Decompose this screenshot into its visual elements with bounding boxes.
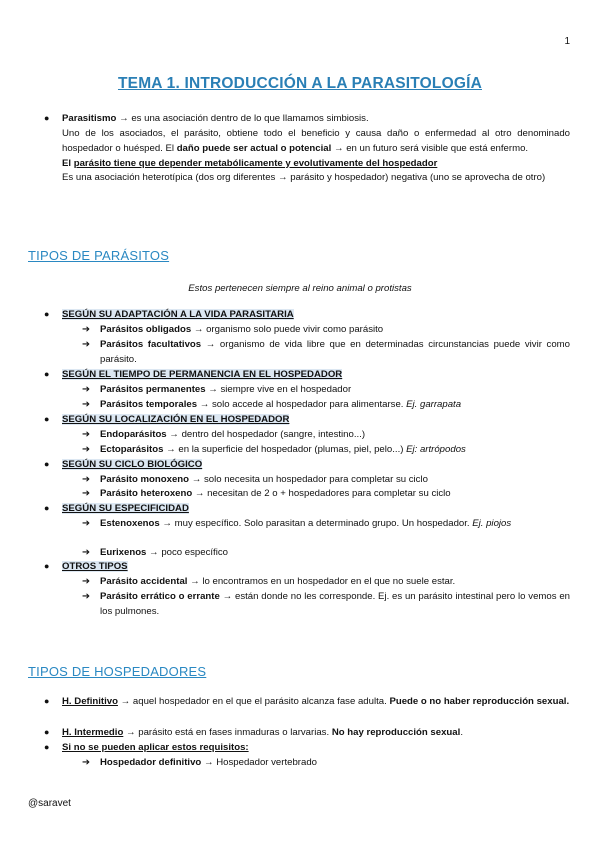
parasite-type-desc: → organismo de vida libre que en determinadas circunstancias puede vivir como parásito.	[100, 339, 570, 365]
parasite-type-desc: → muy específico. Solo parasitan a determinado grupo. Un hospedador.	[159, 518, 473, 529]
parasite-type-term: Parásito heteroxeno	[100, 488, 193, 499]
bullet-dot: ●	[44, 369, 50, 379]
parasitismo-term: Parasitismo	[62, 113, 117, 124]
parasite-type-item	[82, 383, 570, 398]
bullet-dot: ●	[44, 414, 50, 424]
parasite-group-header	[28, 413, 570, 428]
page-title: TEMA 1. INTRODUCCIÓN A LA PARASITOLOGÍA	[117, 75, 482, 92]
parasite-group-header	[28, 368, 570, 383]
parasite-type-desc: → lo encontramos en un hospedador en el que no suele estar.	[187, 576, 456, 587]
footer-author: @saravet	[28, 798, 71, 809]
parasite-group-label: SEGÚN SU CICLO BIOLÓGICO	[62, 459, 203, 470]
parasite-type-term: Parásito errático o errante	[100, 591, 220, 602]
parasite-type-item	[82, 323, 570, 338]
host-intermedio-end: .	[460, 727, 463, 738]
parasitos-note: Estos pertenecen siempre al reino animal o protistas	[188, 283, 412, 294]
bullet-dot: ●	[44, 503, 50, 513]
arrow-icon: ➔	[82, 324, 91, 335]
bullet-dot: ●	[44, 113, 50, 123]
arrow-icon: ➔	[82, 488, 91, 499]
parasite-group-label: SEGÚN SU ADAPTACIÓN A LA VIDA PARASITARIA	[62, 309, 294, 320]
intro-underlined: parásito tiene que depender metabólicamente y evolutivamente del hospedador	[73, 157, 438, 169]
parasite-group-label: SEGÚN SU LOCALIZACIÓN EN EL HOSPEDADOR	[62, 414, 290, 425]
parasite-type-desc: → dentro del hospedador (sangre, intestino...)	[166, 429, 366, 440]
section-heading-hospedadores: TIPOS DE HOSPEDADORES	[28, 664, 207, 679]
parasite-type-text	[100, 590, 570, 620]
parasite-type-item	[82, 428, 570, 443]
host-definitivo-desc: → aquel hospedador en el que el parásito alcanza fase adulta.	[117, 696, 390, 707]
host-intermedio-bold: No hay reproducción sexual	[331, 727, 461, 738]
parasite-type-desc: → siempre vive en el hospedador	[205, 384, 352, 395]
parasite-type-term: Parásitos obligados	[100, 324, 192, 335]
parasite-type-text	[100, 473, 570, 488]
parasite-type-text	[100, 338, 570, 368]
arrow-icon: ➔	[82, 518, 91, 529]
parasite-group-label: SEGÚN EL TIEMPO DE PERMANENCIA EN EL HOSPEDADOR	[62, 369, 343, 380]
arrow-icon: ➔	[82, 576, 91, 587]
arrow-icon: ➔	[82, 444, 91, 455]
intro-paragraph-2: Es una asociación heterotípica (dos org diferentes → parásito y hospedador) negativa (uno se aprovecha de otro)	[62, 172, 546, 184]
parasite-group-label: OTROS TIPOS	[62, 561, 128, 572]
host-intermedio-desc: → parásito está en fases inmaduras o larvarias.	[123, 727, 332, 738]
arrow-icon: ➔	[82, 429, 91, 440]
arrow-icon: ➔	[82, 757, 91, 768]
intro-dependence-line	[62, 157, 570, 172]
parasite-type-desc: → están donde no les corresponde. Ej. es un parásito intestinal pero lo vemos en los pulmones.	[100, 591, 570, 617]
host-definitivo-term: H. Definitivo	[62, 696, 118, 707]
parasite-type-text	[100, 383, 570, 398]
parasite-type-example: Ej: artrópodos	[406, 444, 466, 455]
parasite-type-text	[100, 546, 570, 561]
host-definitivo-end: .	[566, 696, 570, 707]
host-bullet-intermedio	[28, 726, 570, 741]
parasite-type-desc: → solo accede al hospedador para alimentarse.	[197, 399, 407, 410]
parasite-type-desc: → poco específico	[146, 547, 228, 558]
parasite-type-term: Parásitos temporales	[100, 399, 198, 410]
parasite-type-term: Ectoparásitos	[100, 444, 164, 455]
host-definitivo-bold: Puede o no haber reproducción sexual	[389, 696, 567, 707]
parasite-type-item	[82, 398, 570, 413]
parasite-type-term: Parásitos facultativos	[100, 339, 202, 350]
bullet-dot: ●	[44, 309, 50, 319]
parasite-type-example: Ej. piojos	[472, 518, 512, 529]
parasite-type-item	[82, 517, 570, 532]
arrow-icon: ➔	[82, 547, 91, 558]
parasite-type-example: Ej. garrapata	[406, 399, 462, 410]
intro-el: El	[62, 157, 74, 169]
bullet-dot: ●	[44, 742, 50, 752]
host-requisitos-label: Si no se pueden aplicar estos requisitos:	[62, 742, 249, 753]
section-heading-parasitos: TIPOS DE PARÁSITOS	[28, 248, 170, 263]
host-sub-item	[82, 756, 570, 771]
parasite-type-item	[82, 575, 570, 590]
parasite-type-item	[82, 487, 570, 502]
parasite-type-desc: → organismo solo puede vivir como parásito	[191, 324, 384, 335]
parasite-group-label: SEGÚN SU ESPECIFICIDAD	[62, 503, 189, 514]
bullet-dot: ●	[44, 561, 50, 571]
arrow-icon: ➔	[82, 474, 91, 485]
host-definitivo-text	[62, 695, 570, 710]
parasite-type-desc: → necesitan de 2 o + hospedadores para completar su ciclo	[192, 488, 451, 499]
parasite-type-desc: → solo necesita un hospedador para completar su ciclo	[189, 474, 428, 485]
page-number: 1	[564, 36, 570, 47]
parasite-type-term: Parásito accidental	[100, 576, 188, 587]
bullet-dot: ●	[44, 696, 50, 706]
intro-content	[62, 112, 570, 186]
parasite-group-header	[28, 502, 570, 517]
parasite-type-item	[82, 338, 570, 368]
host-bullet-definitivo	[28, 695, 570, 710]
parasite-type-desc: → en la superficie del hospedador (plumas, piel, pelo...)	[163, 444, 407, 455]
parasite-type-text	[100, 487, 570, 502]
host-intermedio-text	[62, 726, 570, 741]
host-sub-term: Hospedador definitivo	[100, 757, 202, 768]
arrow-icon: ➔	[82, 339, 91, 350]
parasite-group-header	[28, 458, 570, 473]
intro-bullet	[28, 112, 570, 186]
parasite-group-header	[28, 308, 570, 323]
parasite-type-item	[82, 546, 570, 561]
parasite-type-text	[100, 575, 570, 590]
arrow-icon: ➔	[82, 591, 91, 602]
parasite-type-term: Parásito monoxeno	[100, 474, 190, 485]
intro-text-end: → en un futuro será visible que está enfermo.	[331, 142, 529, 154]
host-sub-desc: → Hospedador vertebrado	[201, 757, 318, 768]
host-bullet-requisitos	[28, 741, 570, 756]
parasite-group-header	[28, 560, 570, 575]
intro-bold: daño puede ser actual o potencial	[176, 142, 332, 154]
host-intermedio-term: H. Intermedio	[62, 727, 124, 738]
parasite-type-item	[82, 473, 570, 488]
arrow-icon: ➔	[82, 399, 91, 410]
bullet-dot: ●	[44, 459, 50, 469]
parasite-type-item	[82, 443, 570, 458]
parasitismo-definition: → es una asociación dentro de lo que llamamos simbiosis.	[116, 113, 369, 124]
parasite-type-text	[100, 443, 570, 458]
parasite-type-text	[100, 428, 570, 443]
arrow-icon: ➔	[82, 384, 91, 395]
bullet-dot: ●	[44, 727, 50, 737]
intro-paragraph-1	[62, 127, 570, 157]
parasite-type-text	[100, 517, 570, 532]
parasite-type-text	[100, 323, 570, 338]
intro-text: Uno de los asociados, el parásito, obtiene todo el beneficio y causa daño o enfermedad al otro denominado hospedador o huésped. El	[62, 127, 570, 154]
parasite-type-item	[82, 590, 570, 620]
parasite-type-term: Endoparásitos	[100, 429, 167, 440]
parasite-type-term: Parásitos permanentes	[100, 384, 206, 395]
host-sub-text	[100, 756, 570, 771]
parasite-type-text	[100, 398, 570, 413]
parasite-type-term: Eurixenos	[100, 547, 147, 558]
parasite-type-term: Estenoxenos	[100, 518, 160, 529]
